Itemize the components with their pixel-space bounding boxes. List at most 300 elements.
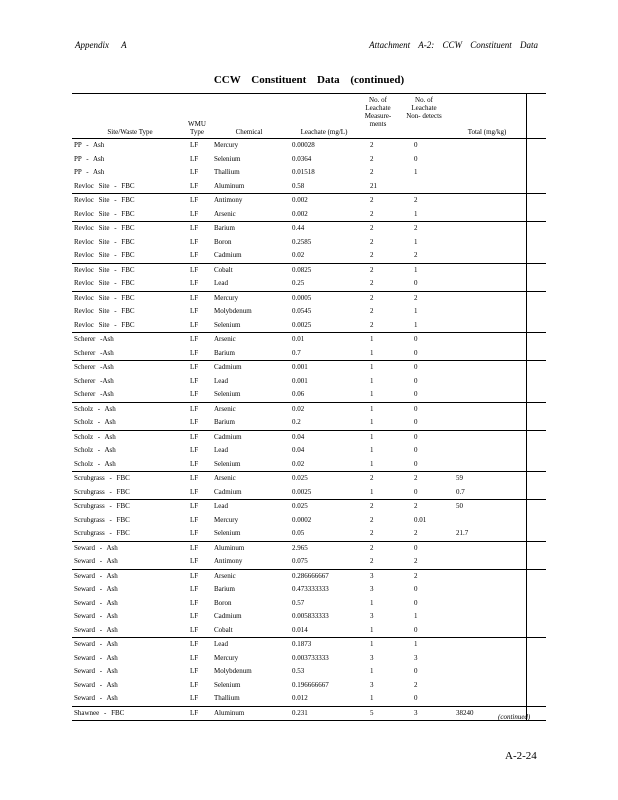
cell-leachate: 0.02 xyxy=(292,459,305,468)
cell-wmu: LF xyxy=(190,529,199,537)
cell-measurements: 1 xyxy=(370,487,374,496)
table-row xyxy=(72,222,546,236)
table-row xyxy=(72,277,546,291)
cell-leachate: 0.473333333 xyxy=(292,585,329,593)
cell-leachate: 0.06 xyxy=(292,390,305,398)
cell-measurements: 2 xyxy=(370,224,374,232)
cell-chemical: Lead xyxy=(214,446,228,454)
cell-site: Seward - Ash xyxy=(74,543,118,552)
cell-nondetects: 0 xyxy=(414,363,418,371)
table-row xyxy=(72,692,546,706)
cell-nondetects: 0.01 xyxy=(414,515,427,524)
cell-chemical: Molybdenum xyxy=(214,307,252,315)
cell-wmu: LF xyxy=(190,141,199,149)
cell-chemical: Aluminum xyxy=(214,181,245,190)
cell-chemical: Cadmium xyxy=(214,363,242,371)
cell-nondetects: 0 xyxy=(414,446,418,454)
cell-nondetects: 2 xyxy=(414,293,418,302)
row-group xyxy=(72,472,546,500)
cell-leachate: 0.005833333 xyxy=(292,612,329,620)
cell-site: Seward - Ash xyxy=(74,585,118,593)
cell-measurements: 3 xyxy=(370,571,374,580)
cell-site: Scholz - Ash xyxy=(74,446,116,454)
cell-leachate: 0.7 xyxy=(292,348,301,357)
cell-measurements: 1 xyxy=(370,598,374,607)
cell-leachate: 0.003733333 xyxy=(292,653,329,662)
col-header-measurements: No. of Leachate Measure- ments xyxy=(364,96,392,128)
cell-leachate: 0.04 xyxy=(292,432,305,441)
cell-measurements: 1 xyxy=(370,640,374,648)
cell-chemical: Antimony xyxy=(214,196,243,204)
table-row xyxy=(72,194,546,208)
cell-leachate: 0.2585 xyxy=(292,237,312,246)
cell-chemical: Selenium xyxy=(214,459,241,468)
cell-site: Revloc Site - FBC xyxy=(74,265,135,274)
cell-nondetects: 0 xyxy=(414,348,418,357)
cell-leachate: 0.53 xyxy=(292,667,305,675)
cell-leachate: 0.2 xyxy=(292,418,301,426)
cell-wmu: LF xyxy=(190,557,199,565)
table-row xyxy=(72,514,546,528)
cell-measurements: 2 xyxy=(370,307,374,315)
cell-wmu: LF xyxy=(190,640,199,648)
cell-chemical: Selenium xyxy=(214,390,241,398)
cell-wmu: LF xyxy=(190,667,199,675)
cell-wmu: LF xyxy=(190,543,199,552)
cell-chemical: Selenium xyxy=(214,154,241,163)
cell-wmu: LF xyxy=(190,279,199,287)
cell-leachate: 0.02 xyxy=(292,251,305,259)
cell-measurements: 1 xyxy=(370,459,374,468)
cell-chemical: Molybdenum xyxy=(214,667,252,675)
cell-wmu: LF xyxy=(190,571,199,580)
table-row xyxy=(72,472,546,486)
cell-leachate: 0.05 xyxy=(292,529,305,537)
row-group xyxy=(72,139,546,194)
table-row xyxy=(72,707,546,721)
cell-chemical: Aluminum xyxy=(214,708,245,717)
table-row xyxy=(72,444,546,458)
cell-measurements: 1 xyxy=(370,363,374,371)
cell-chemical: Barium xyxy=(214,348,235,357)
table-row xyxy=(72,610,546,624)
cell-chemical: Selenium xyxy=(214,320,241,329)
cell-wmu: LF xyxy=(190,694,199,702)
cell-leachate: 0.014 xyxy=(292,625,308,634)
cell-chemical: Arsenic xyxy=(214,335,236,343)
cell-leachate: 2.965 xyxy=(292,543,308,552)
cell-wmu: LF xyxy=(190,474,199,482)
cell-wmu: LF xyxy=(190,251,199,259)
table-row xyxy=(72,180,546,194)
cell-wmu: LF xyxy=(190,168,199,176)
cell-measurements: 1 xyxy=(370,625,374,634)
cell-measurements: 1 xyxy=(370,667,374,675)
cell-leachate: 0.01 xyxy=(292,335,305,343)
cell-site: Seward - Ash xyxy=(74,640,118,648)
cell-nondetects: 3 xyxy=(414,653,418,662)
cell-nondetects: 2 xyxy=(414,571,418,580)
cell-measurements: 21 xyxy=(370,181,377,190)
cell-wmu: LF xyxy=(190,612,199,620)
cell-site: Scholz - Ash xyxy=(74,459,116,468)
continued-note: (continued) xyxy=(498,713,531,721)
cell-leachate: 0.0025 xyxy=(292,320,312,329)
cell-site: Scholz - Ash xyxy=(74,404,116,413)
table-row xyxy=(72,292,546,306)
table-row xyxy=(72,375,546,389)
cell-leachate: 0.57 xyxy=(292,598,305,607)
row-group xyxy=(72,542,546,570)
cell-wmu: LF xyxy=(190,265,199,274)
table-row xyxy=(72,403,546,417)
cell-measurements: 3 xyxy=(370,680,374,689)
cell-total: 38240 xyxy=(456,708,474,717)
cell-leachate: 0.44 xyxy=(292,224,305,232)
cell-measurements: 2 xyxy=(370,320,374,329)
cell-nondetects: 2 xyxy=(414,680,418,689)
cell-total: 0.7 xyxy=(456,487,465,496)
cell-nondetects: 1 xyxy=(414,209,418,218)
cell-leachate: 0.012 xyxy=(292,694,308,702)
cell-wmu: LF xyxy=(190,348,199,357)
cell-measurements: 2 xyxy=(370,515,374,524)
cell-wmu: LF xyxy=(190,459,199,468)
cell-measurements: 2 xyxy=(370,237,374,246)
table-row xyxy=(72,333,546,347)
cell-measurements: 1 xyxy=(370,348,374,357)
cell-nondetects: 2 xyxy=(414,474,418,482)
cell-measurements: 1 xyxy=(370,335,374,343)
cell-wmu: LF xyxy=(190,404,199,413)
cell-wmu: LF xyxy=(190,335,199,343)
cell-measurements: 2 xyxy=(370,474,374,482)
cell-site: Seward - Ash xyxy=(74,667,118,675)
cell-total: 21.7 xyxy=(456,529,469,537)
cell-measurements: 1 xyxy=(370,694,374,702)
cell-leachate: 0.0005 xyxy=(292,293,312,302)
cell-wmu: LF xyxy=(190,487,199,496)
cell-site: Seward - Ash xyxy=(74,694,118,702)
cell-site: Scherer -Ash xyxy=(74,363,114,371)
cell-leachate: 0.0364 xyxy=(292,154,312,163)
cell-leachate: 0.231 xyxy=(292,708,308,717)
cell-site: Scrubgrass - FBC xyxy=(74,515,130,524)
cell-wmu: LF xyxy=(190,446,199,454)
cell-leachate: 0.01518 xyxy=(292,168,315,176)
cell-wmu: LF xyxy=(190,376,199,385)
cell-nondetects: 1 xyxy=(414,307,418,315)
cell-chemical: Cadmium xyxy=(214,487,242,496)
cell-site: Seward - Ash xyxy=(74,557,118,565)
col-header-wmu: WMU Type xyxy=(188,120,206,136)
cell-measurements: 2 xyxy=(370,141,374,149)
table-row xyxy=(72,665,546,679)
col-header-total: Total (mg/kg) xyxy=(467,128,507,136)
cell-site: Revloc Site - FBC xyxy=(74,181,135,190)
cell-measurements: 1 xyxy=(370,376,374,385)
table-row xyxy=(72,652,546,666)
cell-measurements: 2 xyxy=(370,265,374,274)
cell-site: Seward - Ash xyxy=(74,653,118,662)
cell-leachate: 0.02 xyxy=(292,404,305,413)
cell-nondetects: 0 xyxy=(414,418,418,426)
cell-chemical: Lead xyxy=(214,502,228,510)
cell-site: PP - Ash xyxy=(74,141,105,149)
cell-nondetects: 2 xyxy=(414,557,418,565)
cell-nondetects: 2 xyxy=(414,529,418,537)
table-row xyxy=(72,431,546,445)
cell-chemical: Cadmium xyxy=(214,251,242,259)
table-row xyxy=(72,388,546,402)
cell-wmu: LF xyxy=(190,181,199,190)
cell-site: Scrubgrass - FBC xyxy=(74,502,130,510)
cell-wmu: LF xyxy=(190,515,199,524)
page-number: A-2-24 xyxy=(505,750,537,762)
cell-wmu: LF xyxy=(190,585,199,593)
cell-site: Scholz - Ash xyxy=(74,432,116,441)
cell-nondetects: 0 xyxy=(414,598,418,607)
cell-leachate: 0.196666667 xyxy=(292,680,329,689)
cell-site: Scherer -Ash xyxy=(74,376,114,385)
table-row xyxy=(72,542,546,556)
cell-chemical: Mercury xyxy=(214,653,239,662)
cell-leachate: 0.025 xyxy=(292,502,308,510)
cell-site: Scholz - Ash xyxy=(74,418,116,426)
cell-nondetects: 0 xyxy=(414,459,418,468)
cell-nondetects: 2 xyxy=(414,224,418,232)
cell-total: 50 xyxy=(456,502,463,510)
row-group xyxy=(72,431,546,473)
cell-measurements: 2 xyxy=(370,251,374,259)
cell-nondetects: 2 xyxy=(414,251,418,259)
cell-chemical: Thallium xyxy=(214,694,240,702)
cell-chemical: Thallium xyxy=(214,168,240,176)
row-group xyxy=(72,292,546,334)
table-row xyxy=(72,624,546,638)
cell-measurements: 2 xyxy=(370,293,374,302)
table-header xyxy=(72,94,546,139)
cell-measurements: 1 xyxy=(370,390,374,398)
cell-nondetects: 1 xyxy=(414,265,418,274)
table-row xyxy=(72,236,546,250)
cell-site: Scherer -Ash xyxy=(74,348,114,357)
cell-site: Revloc Site - FBC xyxy=(74,251,135,259)
cell-chemical: Cobalt xyxy=(214,265,233,274)
cell-site: Scrubgrass - FBC xyxy=(74,474,130,482)
cell-nondetects: 0 xyxy=(414,432,418,441)
cell-measurements: 2 xyxy=(370,543,374,552)
cell-chemical: Antimony xyxy=(214,557,243,565)
cell-wmu: LF xyxy=(190,154,199,163)
cell-chemical: Barium xyxy=(214,585,235,593)
cell-nondetects: 0 xyxy=(414,335,418,343)
cell-leachate: 0.0002 xyxy=(292,515,312,524)
col-header-leachate: Leachate (mg/L) xyxy=(300,128,348,136)
cell-nondetects: 3 xyxy=(414,708,418,717)
cell-leachate: 0.0025 xyxy=(292,487,312,496)
table-row xyxy=(72,416,546,430)
cell-leachate: 0.0825 xyxy=(292,265,312,274)
cell-wmu: LF xyxy=(190,708,199,717)
table-body xyxy=(72,139,546,721)
cell-wmu: LF xyxy=(190,237,199,246)
table-row xyxy=(72,249,546,263)
cell-leachate: 0.002 xyxy=(292,209,308,218)
page-title: CCW Constituent Data (continued) xyxy=(213,74,405,86)
cell-chemical: Cadmium xyxy=(214,432,242,441)
cell-nondetects: 0 xyxy=(414,585,418,593)
cell-site: Revloc Site - FBC xyxy=(74,196,135,204)
cell-nondetects: 1 xyxy=(414,320,418,329)
table-row xyxy=(72,638,546,652)
cell-site: Scherer -Ash xyxy=(74,335,114,343)
cell-site: PP - Ash xyxy=(74,168,105,176)
row-group xyxy=(72,361,546,403)
cell-nondetects: 1 xyxy=(414,612,418,620)
cell-nondetects: 1 xyxy=(414,640,418,648)
cell-measurements: 3 xyxy=(370,612,374,620)
cell-wmu: LF xyxy=(190,307,199,315)
cell-site: Revloc Site - FBC xyxy=(74,224,135,232)
cell-site: Revloc Site - FBC xyxy=(74,293,135,302)
cell-site: PP - Ash xyxy=(74,154,105,163)
cell-chemical: Mercury xyxy=(214,141,239,149)
cell-leachate: 0.58 xyxy=(292,181,305,190)
cell-wmu: LF xyxy=(190,418,199,426)
table-row xyxy=(72,319,546,333)
cell-site: Seward - Ash xyxy=(74,625,118,634)
cell-site: Revloc Site - FBC xyxy=(74,320,135,329)
cell-leachate: 0.0545 xyxy=(292,307,312,315)
cell-measurements: 2 xyxy=(370,502,374,510)
cell-leachate: 0.1873 xyxy=(292,640,312,648)
cell-site: Shawnee - FBC xyxy=(74,708,125,717)
cell-nondetects: 0 xyxy=(414,694,418,702)
cell-nondetects: 2 xyxy=(414,502,418,510)
cell-leachate: 0.001 xyxy=(292,363,308,371)
cell-chemical: Selenium xyxy=(214,529,241,537)
cell-measurements: 2 xyxy=(370,557,374,565)
cell-measurements: 2 xyxy=(370,279,374,287)
row-group xyxy=(72,570,546,639)
cell-total: 59 xyxy=(456,474,463,482)
cell-nondetects: 0 xyxy=(414,279,418,287)
cell-chemical: Aluminum xyxy=(214,543,245,552)
cell-site: Revloc Site - FBC xyxy=(74,209,135,218)
cell-site: Scherer -Ash xyxy=(74,390,114,398)
cell-site: Scrubgrass - FBC xyxy=(74,529,130,537)
cell-chemical: Arsenic xyxy=(214,571,236,580)
cell-nondetects: 0 xyxy=(414,625,418,634)
cell-nondetects: 0 xyxy=(414,154,418,163)
col-header-nondetects: No. of Leachate Non- detects xyxy=(406,96,442,120)
cell-chemical: Cadmium xyxy=(214,612,242,620)
cell-measurements: 1 xyxy=(370,446,374,454)
cell-measurements: 2 xyxy=(370,196,374,204)
header-appendix: Appendix A xyxy=(75,40,127,50)
table-row xyxy=(72,597,546,611)
cell-site: Revloc Site - FBC xyxy=(74,307,135,315)
cell-leachate: 0.025 xyxy=(292,474,308,482)
cell-wmu: LF xyxy=(190,196,199,204)
cell-measurements: 1 xyxy=(370,418,374,426)
table-row xyxy=(72,486,546,500)
cell-site: Seward - Ash xyxy=(74,571,118,580)
table-row xyxy=(72,264,546,278)
cell-leachate: 0.25 xyxy=(292,279,305,287)
cell-wmu: LF xyxy=(190,293,199,302)
cell-leachate: 0.00028 xyxy=(292,141,315,149)
table-row xyxy=(72,347,546,361)
cell-chemical: Arsenic xyxy=(214,474,236,482)
table-row xyxy=(72,679,546,693)
cell-wmu: LF xyxy=(190,390,199,398)
cell-wmu: LF xyxy=(190,598,199,607)
table-row xyxy=(72,305,546,319)
cell-site: Revloc Site - FBC xyxy=(74,237,135,246)
cell-nondetects: 0 xyxy=(414,390,418,398)
cell-site: Seward - Ash xyxy=(74,680,118,689)
cell-wmu: LF xyxy=(190,653,199,662)
cell-leachate: 0.075 xyxy=(292,557,308,565)
table-row xyxy=(72,361,546,375)
table-row xyxy=(72,500,546,514)
cell-wmu: LF xyxy=(190,209,199,218)
cell-nondetects: 2 xyxy=(414,196,418,204)
table-row xyxy=(72,458,546,472)
cell-wmu: LF xyxy=(190,363,199,371)
cell-site: Seward - Ash xyxy=(74,598,118,607)
row-group xyxy=(72,403,546,431)
table-row xyxy=(72,583,546,597)
cell-leachate: 0.002 xyxy=(292,196,308,204)
constituent-table xyxy=(72,93,546,721)
row-group xyxy=(72,194,546,222)
cell-measurements: 1 xyxy=(370,404,374,413)
cell-nondetects: 1 xyxy=(414,237,418,246)
cell-site: Seward - Ash xyxy=(74,612,118,620)
cell-measurements: 3 xyxy=(370,585,374,593)
cell-wmu: LF xyxy=(190,625,199,634)
table-row xyxy=(72,555,546,569)
cell-measurements: 2 xyxy=(370,529,374,537)
cell-chemical: Barium xyxy=(214,418,235,426)
cell-measurements: 1 xyxy=(370,432,374,441)
cell-chemical: Lead xyxy=(214,376,228,385)
cell-chemical: Cobalt xyxy=(214,625,233,634)
cell-nondetects: 1 xyxy=(414,168,418,176)
table-row xyxy=(72,527,546,541)
cell-measurements: 2 xyxy=(370,209,374,218)
cell-wmu: LF xyxy=(190,320,199,329)
row-group xyxy=(72,333,546,361)
cell-chemical: Barium xyxy=(214,224,235,232)
row-group xyxy=(72,222,546,264)
table-row xyxy=(72,570,546,584)
cell-leachate: 0.001 xyxy=(292,376,308,385)
cell-nondetects: 0 xyxy=(414,543,418,552)
cell-nondetects: 0 xyxy=(414,141,418,149)
cell-leachate: 0.286666667 xyxy=(292,571,329,580)
cell-chemical: Mercury xyxy=(214,293,239,302)
table-row xyxy=(72,153,546,167)
cell-chemical: Arsenic xyxy=(214,404,236,413)
cell-nondetects: 0 xyxy=(414,667,418,675)
row-group xyxy=(72,707,546,722)
cell-wmu: LF xyxy=(190,502,199,510)
cell-chemical: Lead xyxy=(214,279,228,287)
